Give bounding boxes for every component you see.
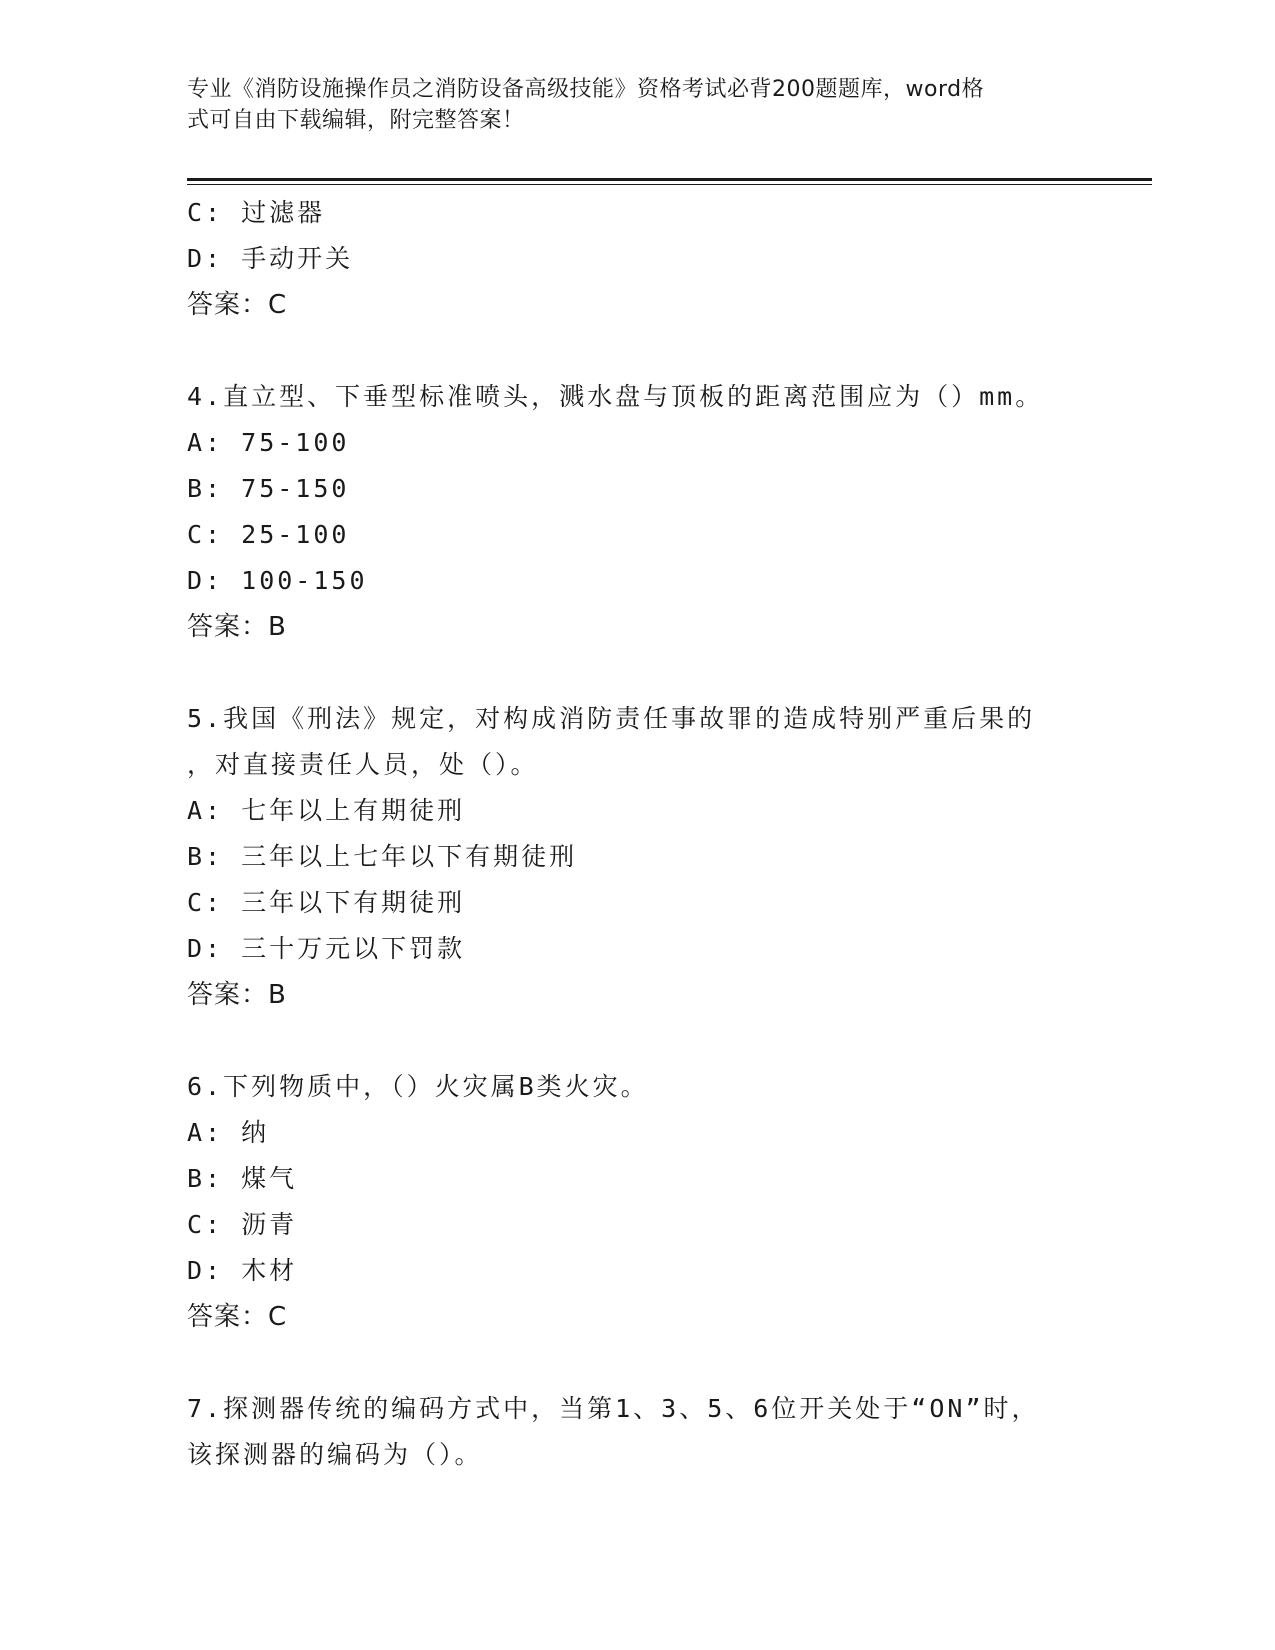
option-line: D: 木材 bbox=[187, 1256, 298, 1285]
question-stem-line: 5.我国《刑法》规定，对构成消防责任事故罪的造成特别严重后果的 bbox=[187, 704, 1036, 733]
question-stem bbox=[187, 374, 1087, 420]
header-line-2: 式可自由下载编辑，附完整答案！ bbox=[187, 108, 525, 133]
spacer bbox=[187, 328, 1087, 374]
option-line: A: 75-100 bbox=[187, 428, 350, 457]
document-header bbox=[187, 74, 1067, 136]
question-block-4 bbox=[187, 374, 1087, 650]
question-block-5 bbox=[187, 696, 1087, 1018]
answer-line: 答案：B bbox=[187, 612, 287, 642]
answer-line: 答案：C bbox=[187, 1302, 288, 1332]
option-line: A: 纳 bbox=[187, 1118, 270, 1147]
question-stem-line: 7.探测器传统的编码方式中，当第1、3、5、6位开关处于“ON”时， bbox=[187, 1394, 1040, 1423]
question-stem bbox=[187, 1064, 1087, 1110]
question-list bbox=[187, 190, 1087, 1478]
option-line: B: 三年以上七年以下有期徒刑 bbox=[187, 842, 578, 871]
question-stem-line: 4.直立型、下垂型标准喷头，溅水盘与顶板的距离范围应为（）mm。 bbox=[187, 382, 1044, 411]
option-line: C: 三年以下有期徒刑 bbox=[187, 888, 466, 917]
question-stem-line: 该探测器的编码为（）。 bbox=[187, 1440, 483, 1469]
option-line: D: 手动开关 bbox=[187, 244, 354, 273]
option-line: A: 七年以上有期徒刑 bbox=[187, 796, 466, 825]
option-line: C: 沥青 bbox=[187, 1210, 298, 1239]
question-stem bbox=[187, 1386, 1087, 1478]
answer-line: 答案：B bbox=[187, 980, 287, 1010]
question-stem bbox=[187, 696, 1087, 788]
option-line: C: 25-100 bbox=[187, 520, 350, 549]
question-block-prev bbox=[187, 190, 1087, 328]
option-line: D: 100-150 bbox=[187, 566, 368, 595]
option-line: D: 三十万元以下罚款 bbox=[187, 934, 466, 963]
header-line-1: 专业《消防设施操作员之消防设备高级技能》资格考试必背200题题库，word格 bbox=[187, 77, 985, 102]
header-divider-thick bbox=[187, 178, 1152, 181]
header-divider-thin bbox=[187, 184, 1152, 185]
option-line: B: 75-150 bbox=[187, 474, 350, 503]
answer-line: 答案：C bbox=[187, 290, 288, 320]
question-block-7 bbox=[187, 1386, 1087, 1478]
spacer bbox=[187, 1340, 1087, 1386]
spacer bbox=[187, 1018, 1087, 1064]
question-stem-line: 6.下列物质中，（）火灾属B类火灾。 bbox=[187, 1072, 649, 1101]
option-line: C: 过滤器 bbox=[187, 198, 326, 227]
spacer bbox=[187, 650, 1087, 696]
question-stem-line: ，对直接责任人员，处（）。 bbox=[187, 750, 539, 779]
option-line: B: 煤气 bbox=[187, 1164, 298, 1193]
question-block-6 bbox=[187, 1064, 1087, 1340]
